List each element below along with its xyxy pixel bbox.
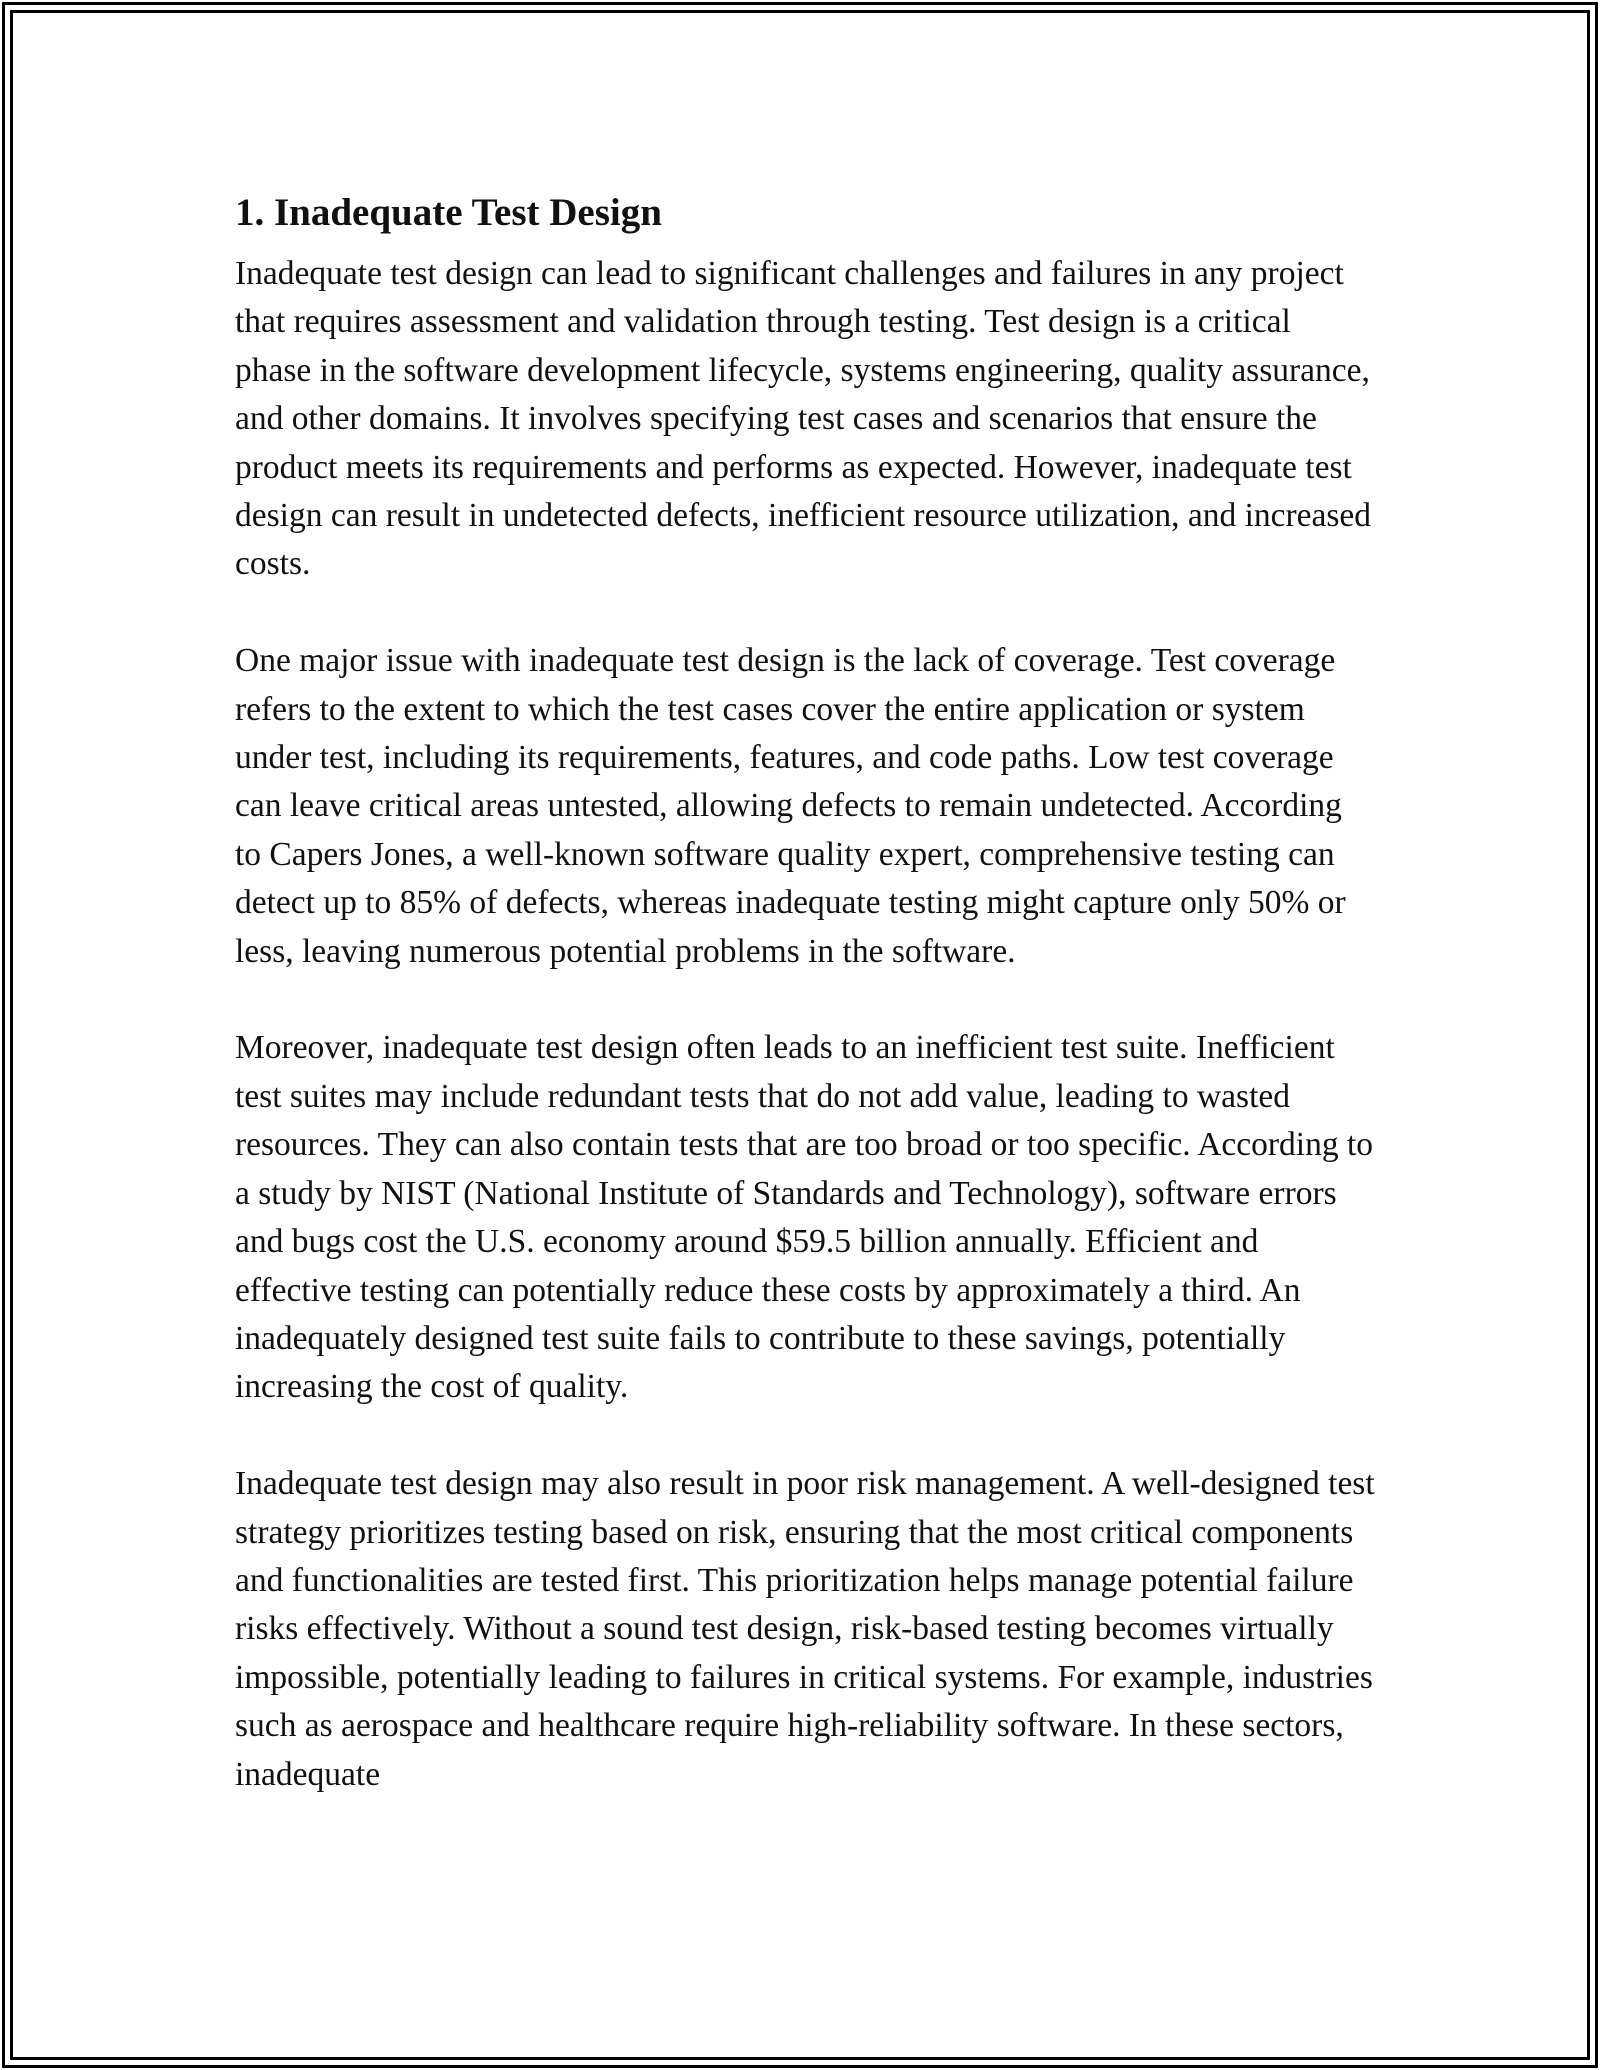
section-heading: 1. Inadequate Test Design <box>235 191 662 234</box>
paragraph-3: Moreover, inadequate test design often leads to an inefficient test suite. Inefficient test suites may include redundant tests that do not add value, leading to wasted resources. They can also contain tests that are too broad or too specific. According to a study by NIST (National Institute of Standards and Technology), software errors and bugs cost the U.S. economy around $59.5 billion annually. Efficient and effective testing can potentially reduce these costs by approximately a third. An inadequately designed test suite fails to contribute to these savings, potentially increasing the cost of quality. <box>235 1029 1374 1406</box>
paragraph-4: Inadequate test design may also result in poor risk management. A well-designed test strategy prioritizes testing based on risk, ensuring that the most critical components and functionalities are tested first. This prioritization helps manage potential failure risks effectively. Without a sound test design, risk-based testing becomes virtually impossible, potentially leading to failures in critical systems. For example, industries such as aerospace and healthcare require high-reliability software. In these sectors, inadequate <box>235 1465 1375 1793</box>
paragraph-1: Inadequate test design can lead to significant challenges and failures in any project that requires assessment and validation through testing. Test design is a critical phase in the software development lifecycle, systems engineering, quality assurance, and other domains. It involves specifying test cases and scenarios that ensure the product meets its requirements and performs as expected. However, inadequate test design can result in undetected defects, inefficient resource utilization, and increased costs. <box>235 255 1372 583</box>
paragraph-2: One major issue with inadequate test design is the lack of coverage. Test coverage refers to the extent to which the test cases cover the entire application or system under test, including its requirements, features, and code paths. Low test coverage can leave critical areas untested, allowing defects to remain undetected. According to Capers Jones, a well-known software quality expert, comprehensive testing can detect up to 85% of defects, whereas inadequate testing might capture only 50% or less, leaving numerous potential problems in the software. <box>235 642 1346 970</box>
document-body <box>235 184 1375 1847</box>
